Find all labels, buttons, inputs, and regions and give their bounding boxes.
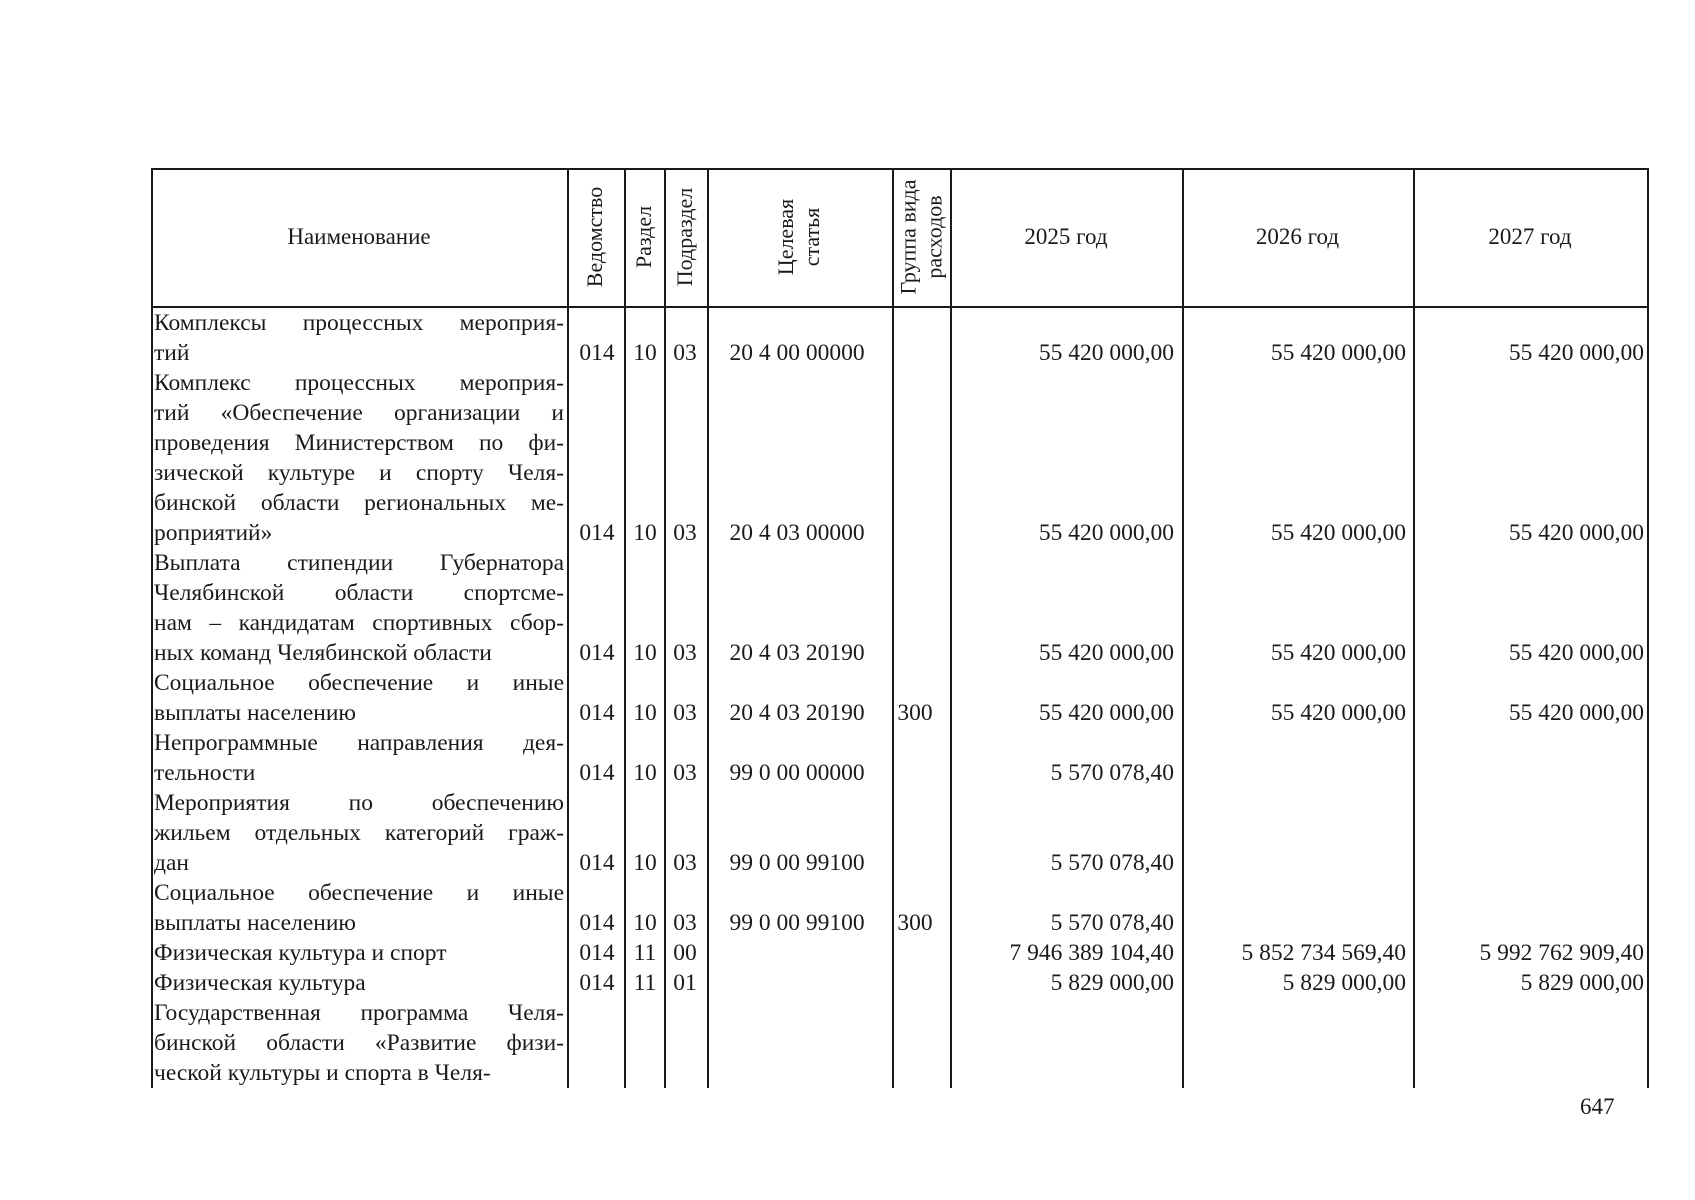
header-celevaya-line2: статья xyxy=(799,207,825,267)
table-row xyxy=(152,308,1648,368)
cell-vedomstvo: 014 xyxy=(579,640,615,666)
cell-2025: 7 946 389 104,40 xyxy=(1009,940,1174,966)
header-vedomstvo xyxy=(567,168,624,306)
cell-celevaya: 20 4 03 20190 xyxy=(729,700,865,726)
row-name xyxy=(154,368,564,548)
cell-2026: 55 420 000,00 xyxy=(1270,640,1406,666)
cell-celevaya: 99 0 00 00000 xyxy=(729,760,865,786)
cell-razdel: 11 xyxy=(633,970,657,996)
cell-podrazdel: 03 xyxy=(673,640,697,666)
cell-2027: 5 992 762 909,40 xyxy=(1479,940,1644,966)
table-row xyxy=(152,998,1648,1088)
row-name-line: тий xyxy=(154,340,190,366)
cell-2025: 5 829 000,00 xyxy=(1050,970,1174,996)
row-name xyxy=(154,308,564,368)
header-2027 xyxy=(1413,168,1647,306)
header-celevaya-label xyxy=(773,199,825,275)
header-2025-label: 2025 год xyxy=(1024,224,1108,249)
row-name-line: нам – кандидатам спортивных сбор- xyxy=(154,610,564,636)
cell-razdel: 10 xyxy=(633,340,657,366)
cell-2026: 5 829 000,00 xyxy=(1282,970,1406,996)
row-name xyxy=(154,938,564,968)
row-name-line: Социальное обеспечение и иные xyxy=(154,670,564,696)
row-name-line: Социальное обеспечение и иные xyxy=(154,880,564,906)
cell-celevaya: 20 4 03 20190 xyxy=(729,640,865,666)
cell-vedomstvo: 014 xyxy=(579,520,615,546)
cell-vedomstvo: 014 xyxy=(579,910,615,936)
table-row xyxy=(152,788,1648,878)
cell-podrazdel: 01 xyxy=(673,970,697,996)
table-row xyxy=(152,668,1648,728)
row-name xyxy=(154,998,564,1088)
cell-gruppa: 300 xyxy=(897,910,933,936)
table-row xyxy=(152,728,1648,788)
header-podrazdel xyxy=(664,168,707,306)
cell-podrazdel: 03 xyxy=(673,760,697,786)
row-name-line: выплаты населению xyxy=(154,910,356,936)
cell-razdel: 10 xyxy=(633,910,657,936)
cell-celevaya: 20 4 03 00000 xyxy=(729,520,865,546)
row-name-line: жильем отдельных категорий граж- xyxy=(154,820,564,846)
header-name-label: Наименование xyxy=(287,224,431,249)
table-row xyxy=(152,548,1648,668)
row-name-line: Непрограммные направления дея- xyxy=(154,730,564,756)
cell-2025: 55 420 000,00 xyxy=(1038,640,1174,666)
table-row xyxy=(152,368,1648,548)
row-name xyxy=(154,878,564,938)
cell-2027: 5 829 000,00 xyxy=(1520,970,1644,996)
row-name-line: тельности xyxy=(154,760,256,786)
row-name-line: ных команд Челябинской области xyxy=(154,640,492,666)
cell-2027: 55 420 000,00 xyxy=(1508,640,1644,666)
header-celevaya xyxy=(707,168,892,306)
row-name-line: Комплексы процессных мероприя- xyxy=(154,310,564,336)
header-gruppa xyxy=(892,168,950,306)
cell-podrazdel: 00 xyxy=(673,940,697,966)
row-name-line: тий «Обеспечение организации и xyxy=(154,400,564,426)
row-name-line: проведения Министерством по фи- xyxy=(154,430,564,456)
cell-podrazdel: 03 xyxy=(673,850,697,876)
row-name-line: Мероприятия по обеспечению xyxy=(154,790,564,816)
row-name xyxy=(154,668,564,728)
header-2026 xyxy=(1182,168,1413,306)
cell-2026: 55 420 000,00 xyxy=(1270,340,1406,366)
row-name xyxy=(154,728,564,788)
cell-2027: 55 420 000,00 xyxy=(1508,520,1644,546)
cell-vedomstvo: 014 xyxy=(579,700,615,726)
row-name-line: Комплекс процессных мероприя- xyxy=(154,370,564,396)
header-name xyxy=(151,168,567,306)
cell-celevaya: 99 0 00 99100 xyxy=(729,850,865,876)
table-row xyxy=(152,878,1648,938)
cell-vedomstvo: 014 xyxy=(579,850,615,876)
table-row xyxy=(152,968,1648,998)
table-row xyxy=(152,938,1648,968)
page-number: 647 xyxy=(1580,1094,1615,1119)
cell-podrazdel: 03 xyxy=(673,910,697,936)
cell-razdel: 10 xyxy=(633,760,657,786)
cell-2025: 55 420 000,00 xyxy=(1038,340,1174,366)
cell-razdel: 10 xyxy=(633,700,657,726)
header-gruppa-label xyxy=(895,180,947,295)
row-name-line: Физическая культура и спорт xyxy=(154,940,447,966)
cell-2026: 55 420 000,00 xyxy=(1270,700,1406,726)
cell-razdel: 11 xyxy=(633,940,657,966)
cell-2027: 55 420 000,00 xyxy=(1508,700,1644,726)
cell-2025: 55 420 000,00 xyxy=(1038,520,1174,546)
row-name-line: дан xyxy=(154,850,189,876)
row-name-line: Физическая культура xyxy=(154,970,366,996)
cell-2027: 55 420 000,00 xyxy=(1508,340,1644,366)
cell-2025: 5 570 078,40 xyxy=(1050,910,1174,936)
row-name-line: бинской области «Развитие физи- xyxy=(154,1030,564,1056)
header-2027-label: 2027 год xyxy=(1488,224,1572,249)
row-name-line: Государственная программа Челя- xyxy=(154,1000,564,1026)
cell-podrazdel: 03 xyxy=(673,340,697,366)
cell-vedomstvo: 014 xyxy=(579,340,615,366)
row-name-line: роприятий» xyxy=(154,520,273,546)
row-name-line: Выплата стипендии Губернатора xyxy=(154,550,564,576)
header-vedomstvo-label: Ведомство xyxy=(582,186,608,288)
cell-celevaya: 20 4 00 00000 xyxy=(729,340,865,366)
row-name-line: выплаты населению xyxy=(154,700,356,726)
header-2025 xyxy=(950,168,1182,306)
row-name-line: Челябинской области спортсме- xyxy=(154,580,564,606)
cell-vedomstvo: 014 xyxy=(579,970,615,996)
cell-gruppa: 300 xyxy=(897,700,933,726)
cell-vedomstvo: 014 xyxy=(579,940,615,966)
cell-2025: 55 420 000,00 xyxy=(1038,700,1174,726)
row-name xyxy=(154,548,564,668)
cell-celevaya: 99 0 00 99100 xyxy=(729,910,865,936)
cell-podrazdel: 03 xyxy=(673,700,697,726)
cell-podrazdel: 03 xyxy=(673,520,697,546)
header-podrazdel-label: Подраздел xyxy=(672,187,698,287)
header-razdel xyxy=(624,168,664,306)
header-gruppa-line1: Группа вида xyxy=(895,179,921,295)
row-name-line: зической культуре и спорту Челя- xyxy=(154,460,564,486)
cell-2025: 5 570 078,40 xyxy=(1050,760,1174,786)
row-name-line: ческой культуры и спорта в Челя- xyxy=(154,1060,491,1086)
table-body xyxy=(152,308,1648,1088)
cell-razdel: 10 xyxy=(633,640,657,666)
row-name xyxy=(154,968,564,998)
header-gruppa-line2: расходов xyxy=(921,195,947,279)
header-2026-label: 2026 год xyxy=(1255,224,1340,249)
cell-razdel: 10 xyxy=(633,520,657,546)
cell-2026: 55 420 000,00 xyxy=(1270,520,1406,546)
row-name-line: бинской области региональных ме- xyxy=(154,490,564,516)
row-name xyxy=(154,788,564,878)
header-celevaya-line1: Целевая xyxy=(773,198,799,276)
header-razdel-label: Раздел xyxy=(631,205,657,269)
cell-razdel: 10 xyxy=(633,850,657,876)
cell-2026: 5 852 734 569,40 xyxy=(1241,940,1406,966)
cell-2025: 5 570 078,40 xyxy=(1050,850,1174,876)
cell-vedomstvo: 014 xyxy=(579,760,615,786)
